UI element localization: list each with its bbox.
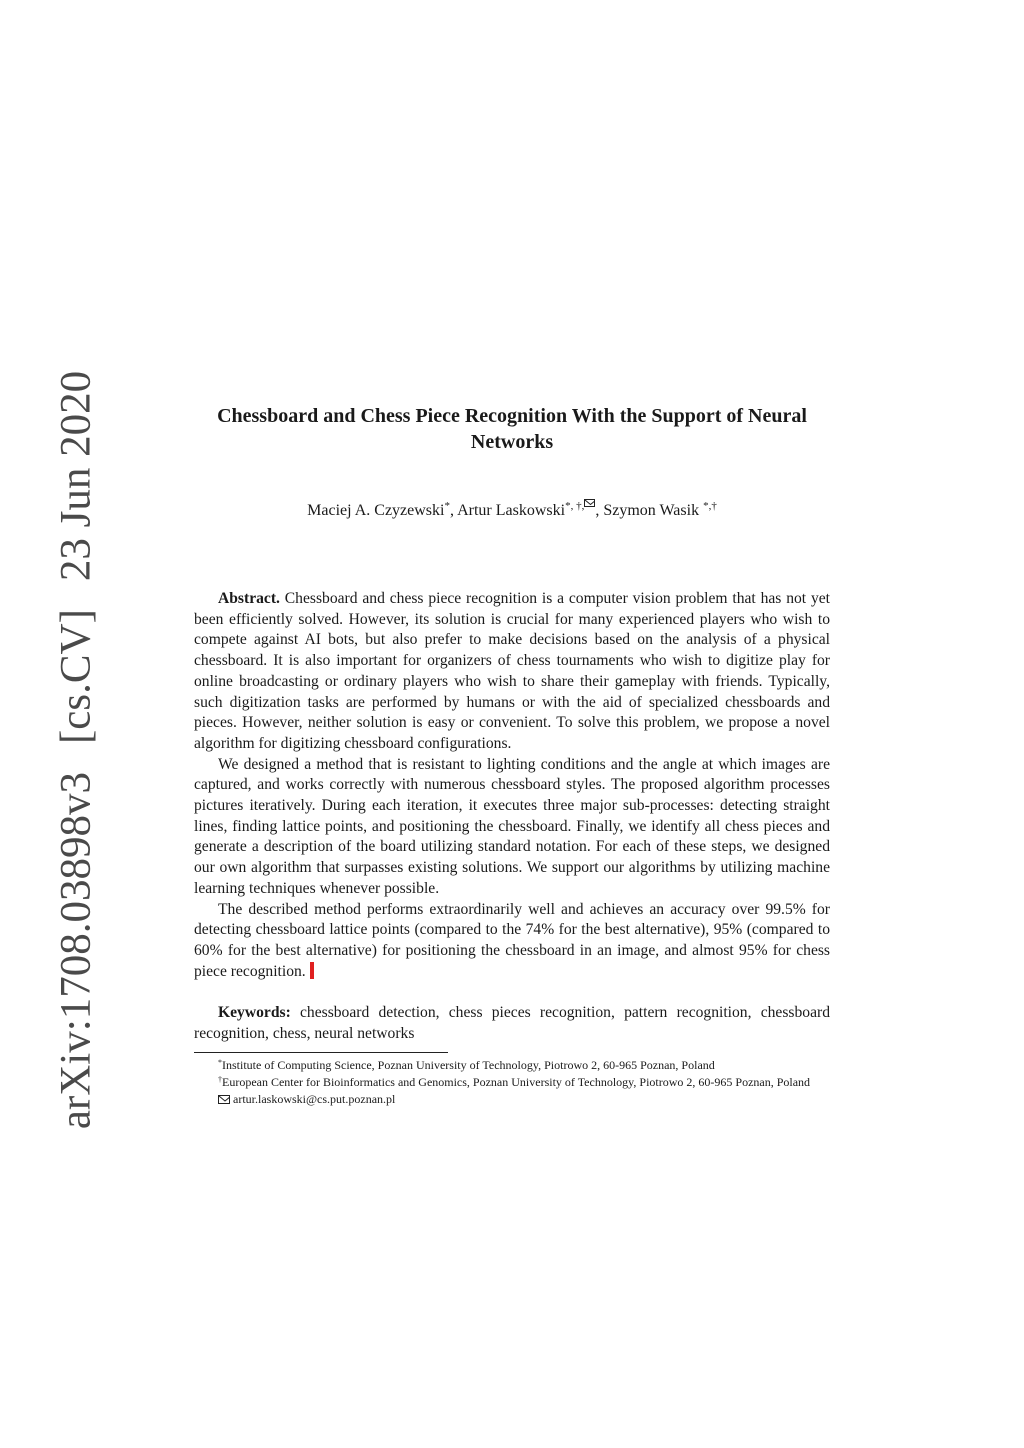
abstract-paragraph: We designed a method that is resistant to lighting conditions and the angle at which images are captured, and works correctly with numerous chessboard styles. The proposed algorithm processes pictures iteratively. During each iteration, it executes three major sub-processes: detecting straight lines, finding lattice points, and positioning the chessboard. Finally, we identify all chess pieces and generate a description of the board utilizing standard notation. For each of these steps, we designed our own algorithm that surpasses existing solutions. We support our algorithms by utilizing machine learning techniques whenever possible. bbox=[194, 755, 830, 897]
abstract-label: Abstract. bbox=[218, 590, 280, 607]
keywords-text: chessboard detection, chess pieces recognition, pattern recognition, chessboard recognition, chess, neural networks bbox=[194, 1004, 830, 1042]
author-name: Szymon Wasik bbox=[603, 502, 704, 519]
paper-title: Chessboard and Chess Piece Recognition With the Support of Neural Networks bbox=[217, 405, 807, 453]
author-name: Maciej A. Czyzewski bbox=[307, 502, 445, 519]
envelope-icon bbox=[584, 499, 595, 507]
footnotes bbox=[194, 1057, 830, 1107]
abstract-paragraph: The described method performs extraordinarily well and achieves an accuracy over 99.5% for detecting chessboard lattice points (compared to the 74% for the best alternative), 95% (compared to 60% for the best alternative) for positioning the chessboard in an image, and almost 95% for chess piece recognition. bbox=[194, 900, 830, 980]
email-address[interactable]: artur.laskowski@cs.put.poznan.pl bbox=[233, 1091, 396, 1106]
abstract bbox=[194, 589, 830, 982]
red-cursor-marker bbox=[310, 962, 314, 979]
arxiv-category: [cs.CV] bbox=[52, 609, 100, 745]
footnote-divider bbox=[194, 1052, 448, 1053]
keywords bbox=[194, 1003, 830, 1044]
author-list: Maciej A. Czyzewski*, Artur Laskowski*, †, , Szymon Wasik *,† bbox=[307, 500, 717, 519]
affiliation-mark: *, †, bbox=[565, 500, 585, 512]
keywords-label: Keywords: bbox=[218, 1004, 291, 1021]
footnote: *Institute of Computing Science, Poznan University of Technology, Piotrowo 2, 60-965 Poznan, Poland bbox=[218, 1058, 715, 1072]
author-name: Artur Laskowski bbox=[457, 502, 566, 519]
footnote: †European Center for Bioinformatics and Genomics, Poznan University of Technology, Piotrowo 2, 60-965 Poznan, Poland bbox=[218, 1074, 811, 1089]
affiliation-mark: *,† bbox=[703, 500, 717, 512]
footnote-email bbox=[194, 1091, 830, 1108]
abstract-paragraph: Abstract. Chessboard and chess piece recognition is a computer vision problem that has not yet been efficiently solved. However, its solution is crucial for many experienced players who wish to compete against AI bots, but also prefer to make decisions based on the analysis of a physical chessboard. It is also important for organizers of chess tournaments who wish to digitize play for online broadcasting or ordinary players who wish to share their gameplay with friends. Typically, such digitization tasks are performed by humans or with the aid of specialized chessboards and pieces. However, neither solution is easy or convenient. To solve this problem, we propose a novel algorithm for digitizing chessboard configurations. bbox=[194, 590, 830, 752]
arxiv-date: 23 Jun 2020 bbox=[52, 370, 100, 582]
arxiv-id: arXiv:1708.03898v3 bbox=[52, 772, 100, 1130]
arxiv-stamp bbox=[52, 371, 101, 1129]
envelope-icon bbox=[218, 1095, 230, 1104]
affiliation-mark: * bbox=[444, 500, 450, 512]
